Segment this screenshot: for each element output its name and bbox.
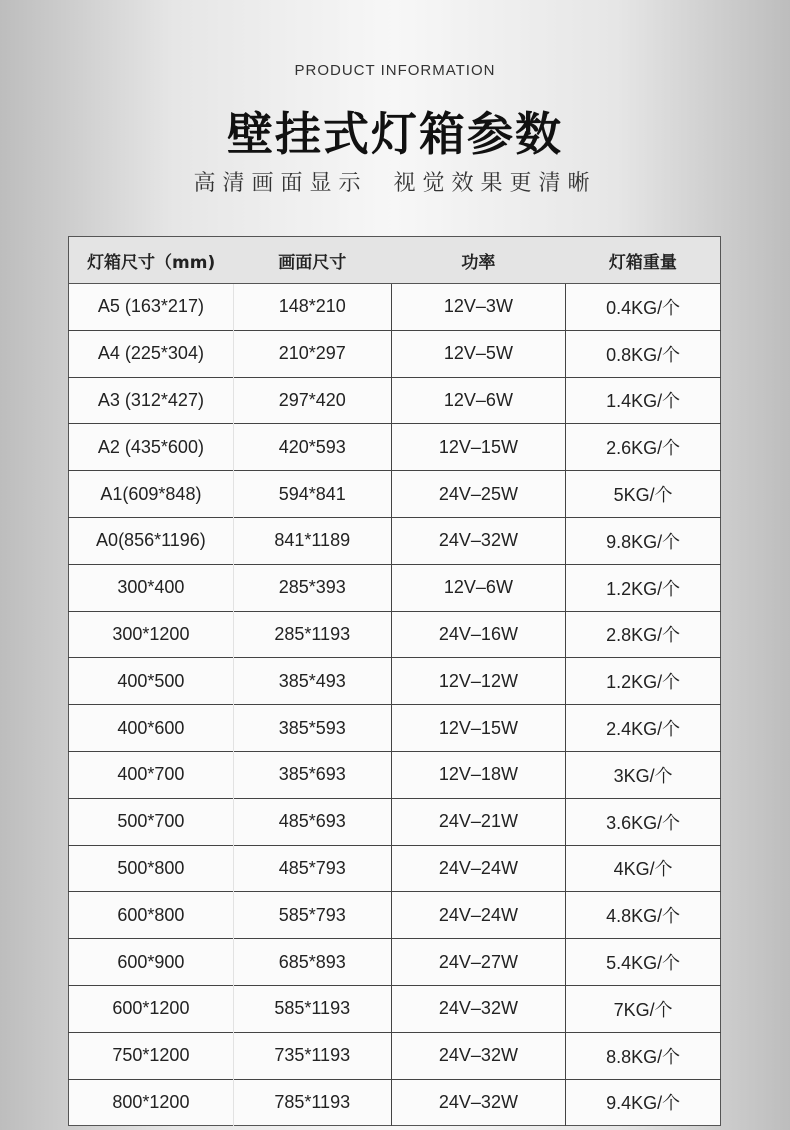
cell-box-size: 400*500 [69, 658, 234, 705]
cell-box-size: 400*700 [69, 751, 234, 798]
cell-image-size: 785*1193 [233, 1079, 391, 1126]
cell-box-size: A4 (225*304) [69, 330, 234, 377]
cell-weight: 9.4KG/个 [566, 1079, 721, 1126]
cell-power: 24V–32W [391, 517, 566, 564]
cell-weight: 8.8KG/个 [566, 1032, 721, 1079]
spec-table [68, 236, 721, 1126]
page-title: 壁挂式灯箱参数 [227, 107, 563, 161]
column-header-image-size: 画面尺寸 [233, 237, 391, 284]
cell-image-size: 285*393 [233, 564, 391, 611]
table-row [69, 985, 721, 1032]
cell-image-size: 210*297 [233, 330, 391, 377]
cell-image-size: 585*793 [233, 892, 391, 939]
cell-image-size: 585*1193 [233, 985, 391, 1032]
cell-image-size: 420*593 [233, 424, 391, 471]
cell-box-size: 400*600 [69, 705, 234, 752]
cell-power: 24V–24W [391, 892, 566, 939]
cell-weight: 9.8KG/个 [566, 517, 721, 564]
cell-image-size: 594*841 [233, 471, 391, 518]
cell-power: 24V–27W [391, 939, 566, 986]
cell-box-size: 600*800 [69, 892, 234, 939]
cell-weight: 1.2KG/个 [566, 564, 721, 611]
cell-weight: 7KG/个 [566, 985, 721, 1032]
subtitle-english: PRODUCT INFORMATION [294, 62, 496, 79]
cell-power: 24V–25W [391, 471, 566, 518]
cell-power: 12V–15W [391, 424, 566, 471]
cell-power: 12V–6W [391, 564, 566, 611]
cell-power: 12V–6W [391, 377, 566, 424]
cell-power: 12V–5W [391, 330, 566, 377]
cell-weight: 3.6KG/个 [566, 798, 721, 845]
cell-image-size: 385*693 [233, 751, 391, 798]
table-row [69, 845, 721, 892]
cell-power: 24V–21W [391, 798, 566, 845]
table-row [69, 939, 721, 986]
cell-box-size: A0(856*1196) [69, 517, 234, 564]
table-row [69, 424, 721, 471]
cell-box-size: 300*400 [69, 564, 234, 611]
table-row [69, 658, 721, 705]
cell-image-size: 285*1193 [233, 611, 391, 658]
cell-box-size: A5 (163*217) [97, 296, 204, 317]
cell-power: 12V–15W [391, 705, 566, 752]
cell-weight: 4KG/个 [566, 845, 721, 892]
cell-weight: 3KG/个 [566, 751, 721, 798]
cell-image-size: 297*420 [233, 377, 391, 424]
cell-image-size: 385*593 [233, 705, 391, 752]
cell-box-size: A1(609*848) [69, 471, 234, 518]
cell-box-size: 800*1200 [69, 1079, 234, 1126]
table-row [69, 471, 721, 518]
cell-image-size: 485*693 [233, 798, 391, 845]
table-row [69, 751, 721, 798]
table-row [69, 892, 721, 939]
cell-image-size: 385*493 [233, 658, 391, 705]
cell-box-size: 600*1200 [69, 985, 234, 1032]
cell-image-size: 735*1193 [233, 1032, 391, 1079]
table-row [69, 517, 721, 564]
table-row [69, 1032, 721, 1079]
cell-weight: 1.2KG/个 [566, 658, 721, 705]
cell-box-size: A3 (312*427) [69, 377, 234, 424]
cell-power: 24V–32W [391, 985, 566, 1032]
table-row [69, 564, 721, 611]
table-row [69, 284, 721, 331]
column-header-weight: 灯箱重量 [566, 237, 721, 284]
tagline-left: 高清画面显示 [193, 171, 368, 196]
cell-box-size: 500*700 [69, 798, 234, 845]
cell-power: 24V–16W [391, 611, 566, 658]
cell-box-size: 500*800 [69, 845, 234, 892]
cell-box-size: 750*1200 [69, 1032, 234, 1079]
table-row [69, 705, 721, 752]
column-header-box-size: 灯箱尺寸（mm) [69, 237, 234, 284]
cell-weight: 1.4KG/个 [566, 377, 721, 424]
cell-weight: 2.8KG/个 [566, 611, 721, 658]
cell-box-size: 600*900 [69, 939, 234, 986]
tagline [0, 166, 790, 197]
cell-power: 12V–12W [391, 658, 566, 705]
cell-power: 24V–32W [391, 1079, 566, 1126]
cell-weight: 0.8KG/个 [566, 330, 721, 377]
cell-weight: 5.4KG/个 [566, 939, 721, 986]
cell-box-size: 300*1200 [69, 611, 234, 658]
column-header-power: 功率 [391, 237, 566, 284]
table-row [69, 611, 721, 658]
cell-weight: 2.6KG/个 [566, 424, 721, 471]
cell-weight: 5KG/个 [566, 471, 721, 518]
cell-weight: 2.4KG/个 [566, 705, 721, 752]
table-row [69, 330, 721, 377]
cell-image-size: 685*893 [233, 939, 391, 986]
table-row [69, 798, 721, 845]
cell-image-size: 148*210 [233, 284, 391, 331]
cell-power: 24V–24W [391, 845, 566, 892]
cell-weight: 4.8KG/个 [566, 892, 721, 939]
cell-power: 24V–32W [391, 1032, 566, 1079]
cell-image-size: 485*793 [233, 845, 391, 892]
table-row [69, 377, 721, 424]
table-header-row [69, 237, 721, 284]
tagline-right: 视觉效果更清晰 [393, 171, 597, 196]
cell-image-size: 841*1189 [233, 517, 391, 564]
cell-weight: 0.4KG/个 [566, 284, 721, 331]
cell-power: 12V–3W [391, 284, 566, 331]
cell-box-size: A2 (435*600) [69, 424, 234, 471]
cell-power: 12V–18W [391, 751, 566, 798]
table-row [69, 1079, 721, 1126]
